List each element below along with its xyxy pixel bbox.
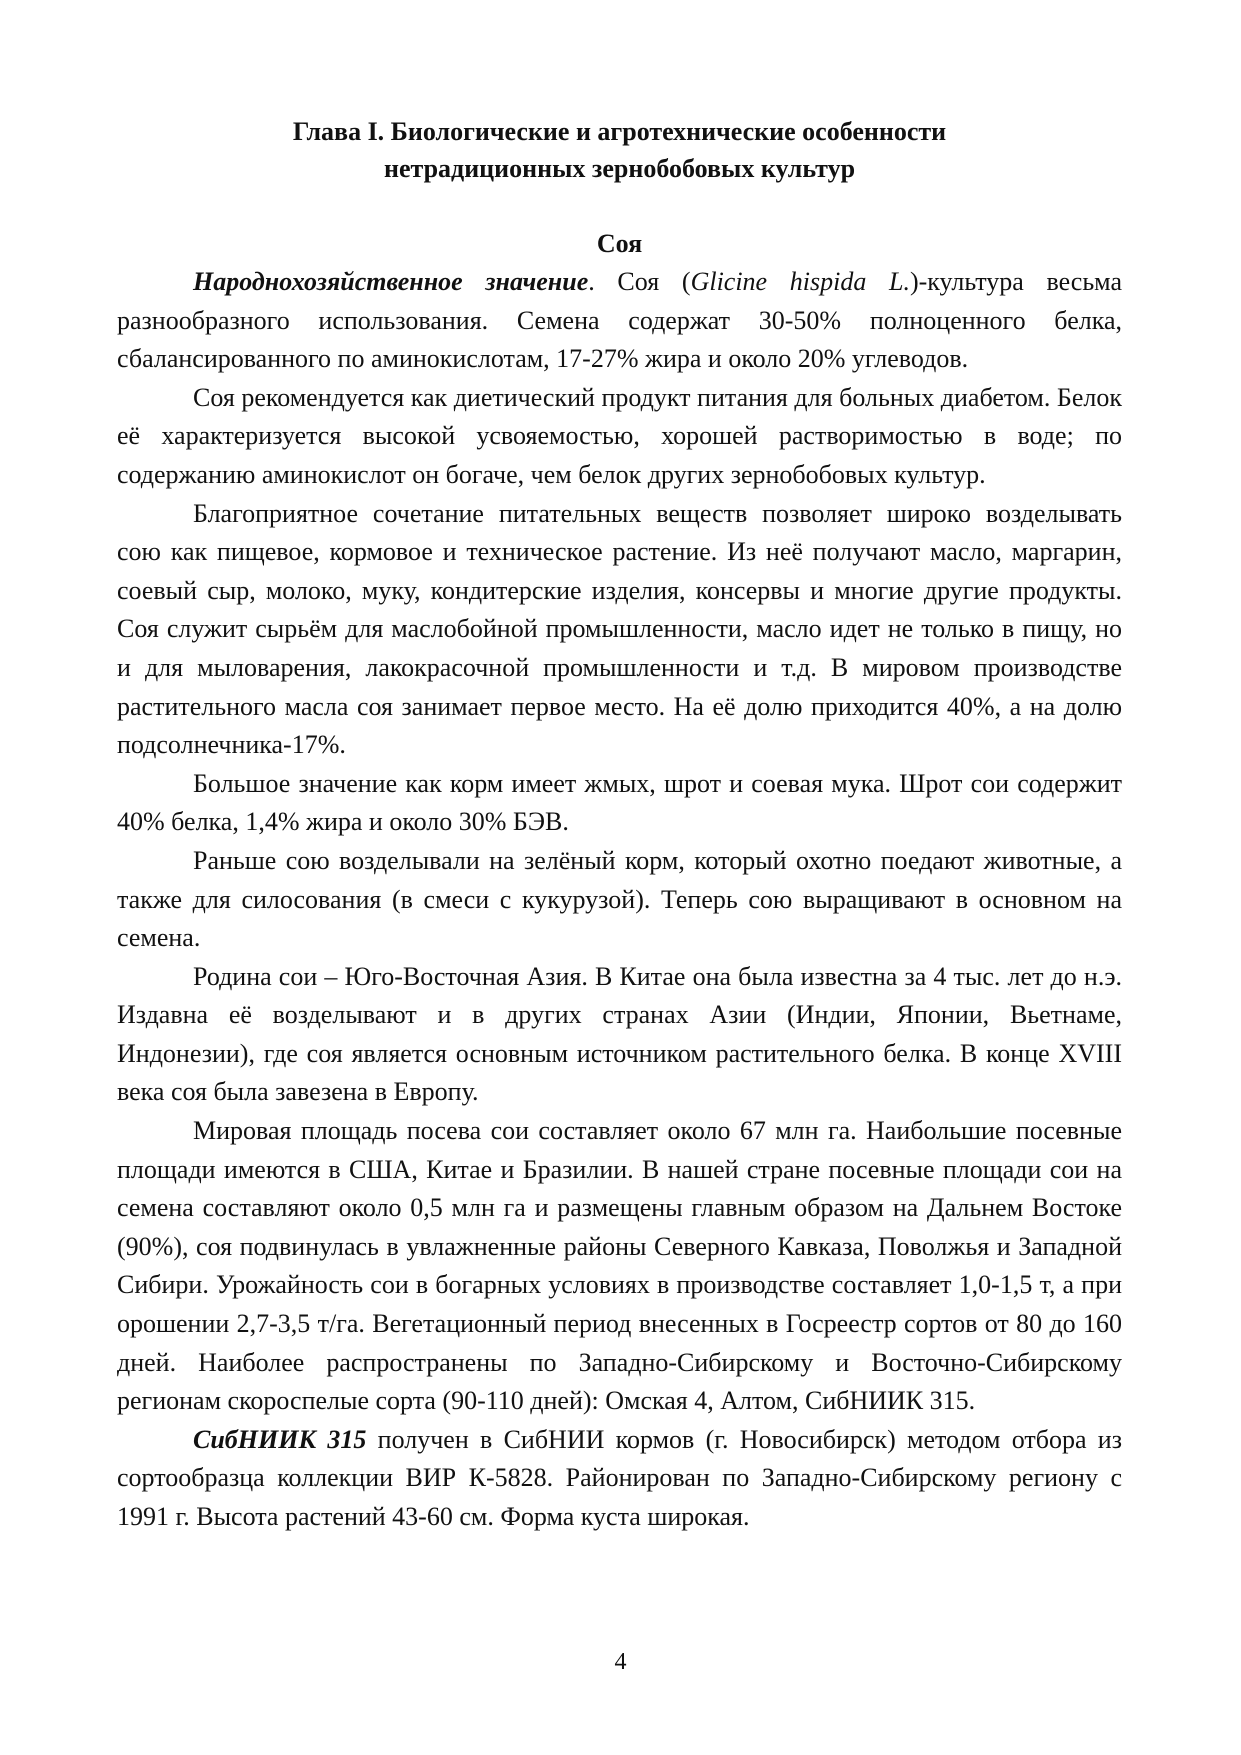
paragraph-text: )-культура весьма разнообразного использования. Семена содержат 30-50% полноценного белка, сбалансированного по аминокислотам, 17-27% жира и около 20% углеводов. bbox=[117, 267, 1123, 374]
paragraph-origin: Родина сои – Юго-Восточная Азия. В Китае она была известна за 4 тыс. лет до н.э. Издавна её возделывают и в других странах Азии (Индии, Японии, Вьетнаме, Индонезии), где соя является основным источником растительного белка. В конце XVIII века соя была завезена в Европу. bbox=[117, 961, 1122, 1107]
paragraph-variety-sibniik bbox=[117, 1421, 1122, 1537]
latin-species-name: Glicine hispida L. bbox=[690, 267, 910, 296]
paragraph-feed: Большое значение как корм имеет жмых, шрот и соевая мука. Шрот сои содержит 40% белка, 1,4% жира и около 30% БЭВ. bbox=[117, 768, 1122, 837]
chapter-title bbox=[117, 113, 1122, 187]
paragraph-text: . Соя ( bbox=[588, 267, 691, 296]
paragraph-areas: Мировая площадь посева сои составляет около 67 млн га. Наибольшие посевные площади имеются в США, Китае и Бразилии. В нашей стране посевные площади сои на семена составляют около 0,5 млн га и размещены главным образом на Дальнем Востоке (90%), соя подвинулась в увлажненные районы Северного Кавказа, Поволжья и Западной Сибири. Урожайность сои в богарных условиях в производстве составляет 1,0-1,5 т, а при орошении 2,7-3,5 т/га. Вегетационный период внесенных в Госреестр сортов от 80 до 160 дней. Наиболее распространены по Западно-Сибирскому и Восточно-Сибирскому регионам скороспелые сорта (90-110 дней): Омская 4, Алтом, СибНИИК 315. bbox=[117, 1116, 1122, 1416]
paragraph-text: получен в СибНИИ кормов (г. Новосибирск) методом отбора из сортообразца коллекции ВИР К-5828. Районирован по Западно-Сибирскому региону с 1991 г. Высота растений 43-60 см. Форма куста широкая. bbox=[117, 1424, 1122, 1531]
variety-name: СибНИИК 315 bbox=[193, 1424, 367, 1454]
page-number: 4 bbox=[614, 1649, 627, 1675]
paragraph-economic-importance bbox=[117, 263, 1122, 379]
chapter-title-line2: нетрадиционных зернобобовых культур bbox=[383, 154, 856, 183]
chapter-title-line1: Глава I. Биологические и агротехнические особенности bbox=[292, 117, 947, 146]
paragraph-dietary: Соя рекомендуется как диетический продукт питания для больных диабетом. Белок её характеризуется высокой усвояемостью, хорошей растворимостью в воде; по содержанию аминокислот он богаче, чем белок других зернобобовых культур. bbox=[117, 382, 1122, 489]
paragraph-green-fodder: Раньше сою возделывали на зелёный корм, который охотно поедают животные, а также для силосования (в смеси с кукурузой). Теперь сою выращивают в основном на семена. bbox=[117, 845, 1122, 953]
section-title: Соя bbox=[596, 229, 643, 258]
paragraph-lead-heading: Народнохозяйственное значение bbox=[193, 267, 589, 296]
paragraph-uses: Благоприятное сочетание питательных веществ позволяет широко возделывать сою как пищевое, кормовое и техническое растение. Из неё получают масло, маргарин, соевый сыр, молоко, муку, кондитерские изделия, консервы и многие другие продукты. Соя служит сырьём для маслобойной промышленности, масло идет не только в пищу, но и для мыловарения, лакокрасочной промышленности и т.д. В мировом производстве растительного масла соя занимает первое место. На её долю приходится 40%, а на долю подсолнечника-17%. bbox=[117, 498, 1122, 760]
document-page bbox=[117, 113, 1122, 1537]
